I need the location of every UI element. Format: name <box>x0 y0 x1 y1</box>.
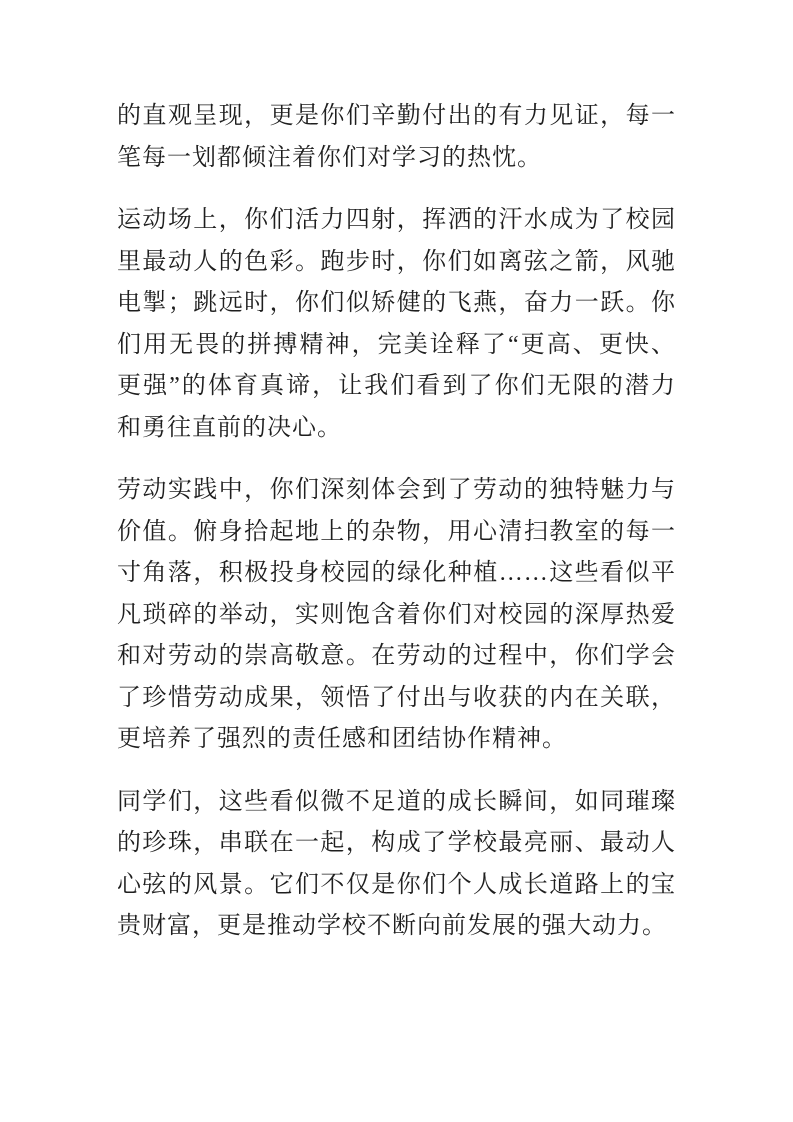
text-line: 和对劳动的崇高敬意。在劳动的过程中，你们学会 <box>117 643 676 669</box>
paragraph <box>117 782 676 948</box>
text-line: 运动场上，你们活力四射，挥洒的汗水成为了校园 <box>117 207 676 233</box>
text-line: 里最动人的色彩。跑步时，你们如离弦之箭，风驰 <box>117 248 676 275</box>
text-line: 笔每一划都倾注着你们对学习的热忱。 <box>117 144 542 171</box>
text-line: 的珍珠，串联在一起，构成了学校最亮丽、最动人 <box>117 830 676 856</box>
text-line: 心弦的风景。它们不仅是你们个人成长道路上的宝 <box>117 871 676 898</box>
paragraph <box>117 96 676 179</box>
text-line: 凡琐碎的举动，实则饱含着你们对校园的深厚热爱 <box>117 601 676 628</box>
text-line: 更培养了强烈的责任感和团结协作精神。 <box>117 726 567 752</box>
text-line: 了珍惜劳动成果，领悟了付出与收获的内在关联， <box>117 684 676 711</box>
paragraph <box>117 470 676 761</box>
paragraph <box>117 200 676 449</box>
text-line: 的直观呈现，更是你们辛勤付出的有力见证，每一 <box>117 103 676 129</box>
text-line: 贵财富，更是推动学校不断向前发展的强大动力。 <box>117 913 667 939</box>
text-line: 更强”的体育真谛，让我们看到了你们无限的潜力 <box>117 373 676 399</box>
text-line: 电掣；跳远时，你们似矫健的飞燕，奋力一跃。你 <box>117 290 676 316</box>
text-line: 价值。俯身拾起地上的杂物，用心清扫教室的每一 <box>117 518 676 545</box>
text-line: 劳动实践中，你们深刻体会到了劳动的独特魅力与 <box>117 477 676 503</box>
text-line: 们用无畏的拼搏精神，完美诠释了“更高、更快、 <box>117 331 676 358</box>
text-line: 和勇往直前的决心。 <box>117 414 342 441</box>
text-line: 寸角落，积极投身校园的绿化种植……这些看似平 <box>117 560 676 586</box>
text-line: 同学们，这些看似微不足道的成长瞬间，如同璀璨 <box>117 788 676 815</box>
